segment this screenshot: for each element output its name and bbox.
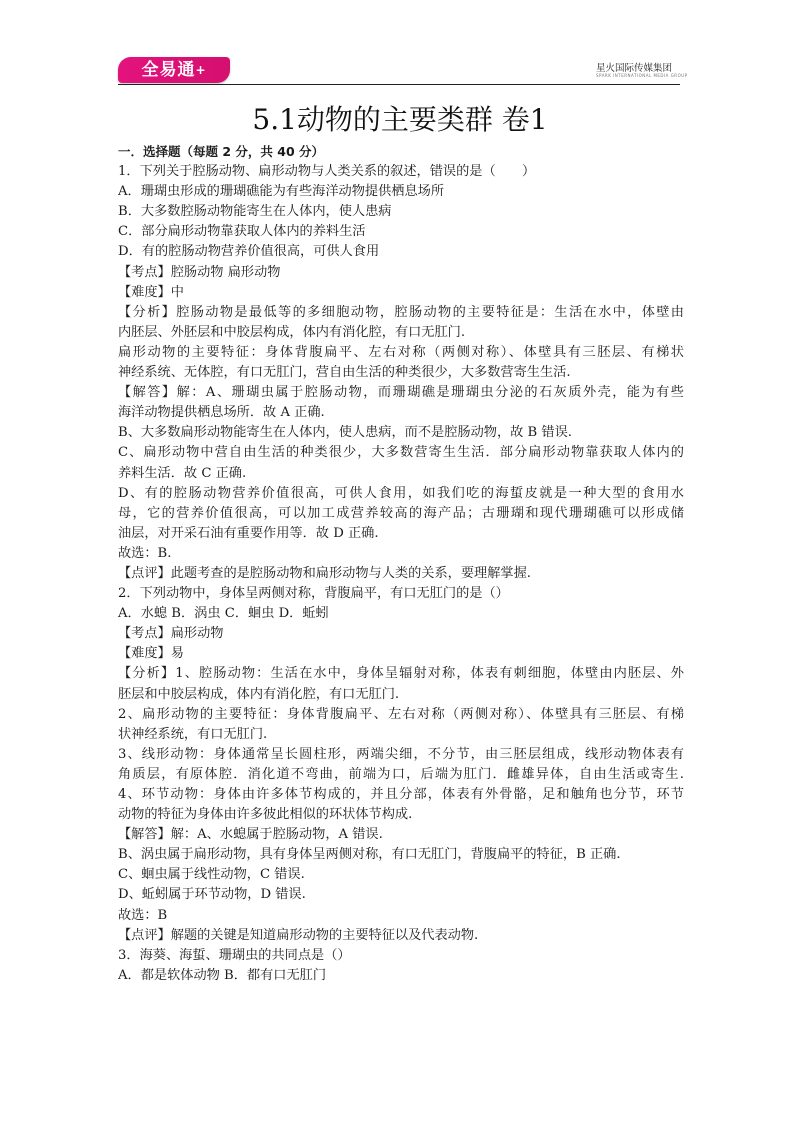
- text-line: D、蚯蚓属于环节动物，D 错误.: [118, 887, 306, 903]
- text-line: 【点评】此题考查的是腔肠动物和扁形动物与人类的关系，要理解掌握.: [118, 565, 532, 581]
- document-title: 5.1动物的主要类群 卷1: [252, 103, 548, 136]
- text-line: 【解答】解：A、珊瑚虫属于腔肠动物，而珊瑚礁是珊瑚虫分泌的石灰质外壳，能为有些: [118, 385, 684, 401]
- text-line: B、涡虫属于扁形动物，具有身体呈两侧对称，有口无肛门，背腹扁平的特征，B 正确.: [118, 847, 621, 863]
- text-line: 故选：B: [118, 907, 168, 923]
- text-line: 内胚层、外胚层和中胶层构成，体内有消化腔，有口无肛门.: [118, 324, 466, 340]
- brand-logo: [118, 57, 230, 83]
- text-line: 角质层，有原体腔．消化道不弯曲，前端为口，后端为肛门．雌雄异体，自由生活或寄生.: [118, 766, 684, 782]
- text-line: 母，它的营养价值很高，可以加工成营养较高的海产品；古珊瑚和现代珊瑚礁可以形成储: [118, 505, 684, 521]
- company-subtitle: SPARK INTERNATIONAL MEDIA GROUP: [596, 73, 688, 78]
- text-line: D．有的腔肠动物营养价值很高，可供人食用: [118, 244, 380, 260]
- section-heading: 一．选择题（每题 2 分，共 40 分）: [118, 144, 325, 159]
- text-line: C．部分扁形动物靠获取人体内的养料生活: [118, 224, 366, 240]
- text-line: 海洋动物提供栖息场所．故 A 正确.: [118, 405, 325, 421]
- text-line: A．都是软体动物 B．都有口无肛门: [118, 967, 327, 983]
- header-divider: [118, 84, 680, 85]
- text-line: 状神经系统，有口无肛门.: [118, 726, 268, 742]
- text-line: B．大多数腔肠动物能寄生在人体内，使人患病: [118, 204, 392, 220]
- text-line: 胚层和中胶层构成，体内有消化腔，有口无肛门.: [118, 686, 400, 702]
- text-line: D、有的腔肠动物营养价值很高，可供人食用，如我们吃的海蜇皮就是一种大型的食用水: [118, 485, 684, 501]
- text-line: 3、线形动物：身体通常呈长圆柱形，两端尖细，不分节，由三胚层组成，线形动物体表有: [118, 746, 684, 762]
- text-line: A．水螅 B．涡虫 C．蛔虫 D．蚯蚓: [118, 606, 329, 622]
- logo-plus: +: [195, 63, 207, 77]
- text-line: 【分析】腔肠动物是最低等的多细胞动物，腔肠动物的主要特征是：生活在水中，体壁由: [118, 304, 684, 320]
- text-line: 【难度】易: [118, 646, 184, 662]
- page-header: [0, 0, 800, 90]
- text-line: C、蛔虫属于线性动物，C 错误.: [118, 867, 305, 883]
- text-line: 【难度】中: [118, 284, 184, 300]
- text-line: 【考点】扁形动物: [118, 626, 224, 642]
- text-line: 4、环节动物：身体由许多体节构成的，并且分部，体表有外骨骼，足和触角也分节，环节: [118, 787, 684, 802]
- text-line: 养料生活．故 C 正确.: [118, 465, 247, 481]
- text-line: 油层，对开采石油有重要作用等．故 D 正确.: [118, 525, 379, 541]
- text-line: 神经系统、无体腔，有口无肛门，营自由生活的种类很少，大多数营寄生生活.: [118, 365, 571, 381]
- text-line: 3．海葵、海蜇、珊瑚虫的共同点是（）: [118, 947, 351, 963]
- text-line: A．珊瑚虫形成的珊瑚礁能为有些海洋动物提供栖息场所: [118, 184, 445, 200]
- logo-text: 全易通: [141, 60, 196, 80]
- text-line: 1．下列关于腔肠动物、扁形动物与人类关系的叙述，错误的是（ ）: [118, 164, 536, 180]
- company-name: 星火国际传媒集团: [596, 63, 673, 74]
- text-line: 动物的特征为身体由许多彼此相似的环状体节构成.: [118, 807, 413, 823]
- text-line: C、扁形动物中营自由生活的种类很少，大多数营寄生生活．部分扁形动物靠获取人体内的: [118, 445, 684, 461]
- text-line: B、大多数扁形动物能寄生在人体内，使人患病，而不是腔肠动物，故 B 错误.: [118, 425, 572, 441]
- text-line: 2、扁形动物的主要特征：身体背腹扁平、左右对称（两侧对称）、体壁具有三胚层、有梯: [118, 706, 684, 722]
- text-line: 故选：B.: [118, 545, 172, 561]
- text-line: 2．下列动物中，身体呈两侧对称，背腹扁平，有口无肛门的是（）: [118, 586, 509, 602]
- text-line: 扁形动物的主要特征：身体背腹扁平、左右对称（两侧对称）、体壁具有三胚层、有梯状: [118, 344, 684, 360]
- text-line: 【点评】解题的关键是知道扁形动物的主要特征以及代表动物.: [118, 927, 479, 943]
- document-body: [118, 142, 684, 986]
- text-line: 【分析】1、腔肠动物：生活在水中，身体呈辐射对称，体表有刺细胞，体壁由内胚层、外: [118, 666, 684, 682]
- text-line: 【考点】腔肠动物 扁形动物: [118, 264, 281, 280]
- text-line: 【解答】解：A、水螅属于腔肠动物，A 错误.: [118, 827, 383, 843]
